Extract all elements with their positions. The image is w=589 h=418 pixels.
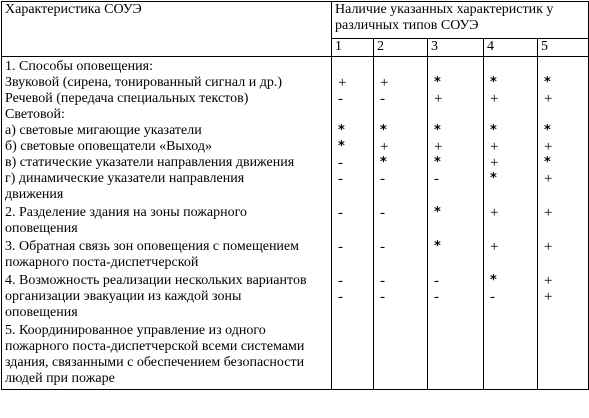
presence-mark (377, 323, 427, 339)
presence-mark (541, 323, 588, 339)
presence-mark: - (338, 205, 343, 221)
presence-mark (431, 371, 483, 387)
presence-mark (541, 187, 588, 203)
presence-mark (377, 59, 427, 75)
presence-mark: + (544, 139, 553, 155)
presence-mark (377, 339, 427, 355)
presence-mark (377, 371, 427, 387)
characteristic-cell (2, 237, 332, 271)
presence-mark (335, 187, 373, 203)
table-row (2, 271, 589, 321)
type-2-cell (374, 203, 428, 237)
type-1-cell (332, 237, 374, 271)
characteristic-line: а) световые мигающие указатели (5, 123, 202, 138)
presence-mark (431, 59, 483, 75)
presence-mark: + (434, 139, 443, 155)
presence-mark: * (434, 75, 441, 90)
presence-mark: + (544, 205, 553, 221)
presence-mark: * (490, 123, 497, 138)
characteristic-line: б) световые оповещатели «Выход» (5, 139, 213, 154)
presence-mark: + (490, 91, 499, 107)
presence-mark: - (380, 273, 385, 289)
presence-mark (335, 305, 373, 321)
type-3-cell (428, 271, 484, 321)
presence-mark (335, 255, 373, 271)
presence-mark (487, 305, 537, 321)
presence-mark: - (434, 273, 439, 289)
types-header-line-2: различных типов СОУЭ (335, 18, 479, 33)
type-5-cell (538, 57, 589, 204)
presence-mark (377, 305, 427, 321)
characteristic-line: оповещения (5, 221, 78, 236)
presence-mark (541, 59, 588, 75)
presence-mark (431, 305, 483, 321)
presence-mark: * (380, 123, 387, 138)
presence-mark: * (338, 123, 345, 138)
type-2-cell (374, 271, 428, 321)
characteristic-line: 1. Способы оповещения: (5, 59, 153, 74)
characteristic-line: в) статические указатели направления движения (5, 155, 295, 170)
type-4-cell (484, 57, 538, 204)
characteristic-line: 3. Обратная связь зон оповещения с помещением (5, 239, 299, 254)
presence-mark (335, 221, 373, 237)
presence-mark (541, 339, 588, 355)
presence-mark: - (380, 239, 385, 255)
presence-mark: + (490, 155, 499, 171)
soue-characteristics-table (1, 1, 589, 390)
characteristic-cell (2, 203, 332, 237)
table-row (2, 237, 589, 271)
presence-mark (377, 355, 427, 371)
type-number-3: 3 (428, 39, 484, 57)
type-5-cell (538, 237, 589, 271)
characteristic-line: 4. Возможность реализации нескольких вариантов (5, 273, 307, 288)
presence-mark: - (380, 289, 385, 305)
presence-mark: * (544, 123, 551, 138)
presence-mark (487, 255, 537, 271)
type-2-cell (374, 57, 428, 204)
presence-mark (487, 371, 537, 387)
characteristic-cell (2, 271, 332, 321)
table-row (2, 321, 589, 389)
presence-mark (335, 339, 373, 355)
presence-mark (487, 221, 537, 237)
presence-mark: - (434, 289, 439, 305)
characteristic-line: 5. Координированное управление из одного (5, 323, 266, 338)
type-2-cell (374, 321, 428, 389)
type-number-2: 2 (374, 39, 428, 57)
presence-mark: - (338, 289, 343, 305)
type-5-cell (538, 271, 589, 321)
presence-mark (541, 255, 588, 271)
presence-mark: * (434, 123, 441, 138)
characteristic-line: пожарного поста-диспетчерской (5, 255, 199, 270)
characteristic-line: г) динамические указатели направления (5, 171, 245, 186)
type-3-cell (428, 57, 484, 204)
presence-mark: * (490, 75, 497, 90)
presence-mark (335, 371, 373, 387)
presence-mark (541, 107, 588, 123)
presence-mark (431, 221, 483, 237)
presence-mark: * (490, 171, 497, 186)
presence-mark (487, 107, 537, 123)
presence-mark (335, 107, 373, 123)
presence-mark (377, 187, 427, 203)
presence-mark: * (380, 155, 387, 170)
header-row (2, 2, 589, 39)
characteristic-cell (2, 321, 332, 389)
characteristic-line: Звуковой (сирена, тонированный сигнал и др.) (5, 75, 283, 90)
type-1-cell (332, 57, 374, 204)
presence-mark: + (544, 239, 553, 255)
presence-mark (487, 187, 537, 203)
presence-mark (431, 107, 483, 123)
type-3-cell (428, 237, 484, 271)
presence-mark: * (434, 205, 441, 220)
table-row (2, 57, 589, 204)
presence-mark: + (490, 139, 499, 155)
presence-mark: - (338, 171, 343, 187)
type-4-cell (484, 271, 538, 321)
presence-mark: * (338, 139, 345, 154)
presence-mark: * (434, 239, 441, 254)
types-header (332, 2, 589, 39)
type-4-cell (484, 203, 538, 237)
type-number-5: 5 (538, 39, 589, 57)
type-5-cell (538, 203, 589, 237)
characteristic-line: людей при пожаре (5, 371, 115, 386)
presence-mark: - (380, 205, 385, 221)
type-4-cell (484, 321, 538, 389)
type-number-4: 4 (484, 39, 538, 57)
presence-mark: + (338, 75, 347, 91)
type-5-cell (538, 321, 589, 389)
presence-mark (541, 305, 588, 321)
type-number-1: 1 (332, 39, 374, 57)
types-header-line-1: Наличие указанных характеристик у (335, 2, 554, 17)
presence-mark (377, 107, 427, 123)
presence-mark (541, 221, 588, 237)
presence-mark: + (380, 139, 389, 155)
type-1-cell (332, 321, 374, 389)
characteristic-line: 2. Разделение здания на зоны пожарного (5, 205, 248, 220)
presence-mark: + (544, 171, 553, 187)
table-row (2, 203, 589, 237)
presence-mark: * (434, 155, 441, 170)
characteristic-line: организации эвакуации из каждой зоны (5, 289, 242, 304)
characteristic-header (2, 2, 332, 57)
presence-mark: + (490, 239, 499, 255)
characteristic-line: Речевой (передача специальных текстов) (5, 91, 249, 106)
presence-mark: + (434, 91, 443, 107)
presence-mark: + (544, 91, 553, 107)
presence-mark (541, 371, 588, 387)
presence-mark (431, 323, 483, 339)
presence-mark: + (490, 205, 499, 221)
presence-mark: - (338, 155, 343, 171)
presence-mark: + (380, 75, 389, 91)
presence-mark (431, 355, 483, 371)
presence-mark: - (338, 91, 343, 107)
presence-mark (541, 355, 588, 371)
characteristic-header-label: Характеристика СОУЭ (5, 2, 142, 17)
characteristic-line: Световой: (5, 107, 65, 122)
characteristic-line: движения (5, 187, 64, 202)
type-2-cell (374, 237, 428, 271)
characteristic-cell (2, 57, 332, 204)
presence-mark (335, 355, 373, 371)
presence-mark (431, 339, 483, 355)
characteristic-line: здания, связанными с обеспечением безопасности (5, 355, 305, 370)
presence-mark (487, 323, 537, 339)
presence-mark (431, 187, 483, 203)
type-1-cell (332, 203, 374, 237)
presence-mark: - (380, 171, 385, 187)
presence-mark: * (544, 155, 551, 170)
presence-mark: - (338, 239, 343, 255)
presence-mark (335, 59, 373, 75)
presence-mark (377, 255, 427, 271)
characteristic-line: пожарного поста-диспетчерской всеми системами (5, 339, 305, 354)
presence-mark (487, 59, 537, 75)
presence-mark (431, 255, 483, 271)
presence-mark: + (544, 289, 553, 305)
presence-mark: - (380, 91, 385, 107)
type-3-cell (428, 203, 484, 237)
presence-mark: - (434, 171, 439, 187)
presence-mark: * (544, 75, 551, 90)
type-4-cell (484, 237, 538, 271)
presence-mark (335, 323, 373, 339)
characteristic-line: оповещения (5, 305, 78, 320)
type-3-cell (428, 321, 484, 389)
presence-mark (487, 355, 537, 371)
presence-mark: + (544, 273, 553, 289)
presence-mark (487, 339, 537, 355)
presence-mark (377, 221, 427, 237)
type-1-cell (332, 271, 374, 321)
presence-mark: * (490, 273, 497, 288)
presence-mark: - (338, 273, 343, 289)
presence-mark: - (490, 289, 495, 305)
